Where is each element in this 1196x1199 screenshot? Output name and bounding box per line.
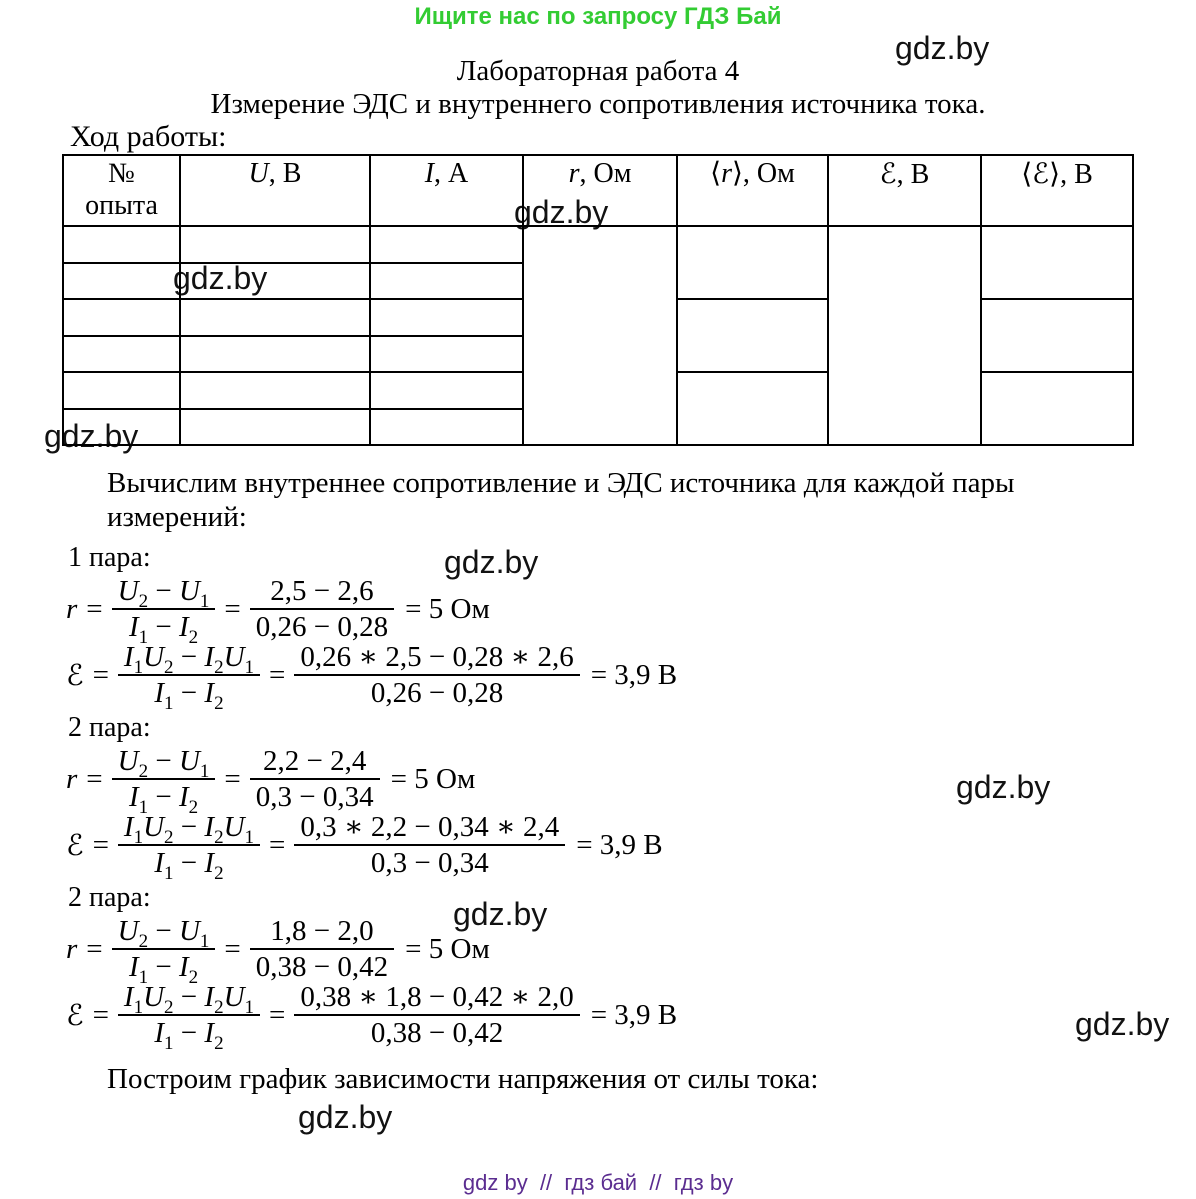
- fraction-denominator: 0,26 − 0,28: [370, 677, 504, 709]
- equals-sign: =: [92, 828, 109, 861]
- equals-sign: =: [224, 932, 241, 965]
- fraction-numerator: $U_2 - U_1$: [112, 746, 216, 780]
- pair-section: [66, 882, 678, 1054]
- fraction: [294, 812, 565, 878]
- formula-lhs: r: [66, 592, 78, 625]
- fraction-denominator: 0,38 − 0,42: [370, 1017, 504, 1049]
- table-cell-empty: [370, 409, 523, 446]
- table-cell-empty: [523, 226, 677, 445]
- pair-section: [66, 542, 678, 714]
- equals-sign: =: [269, 658, 286, 691]
- measurements-table: [62, 154, 1134, 446]
- table-cell-empty: [63, 372, 180, 409]
- col-header-experiment-no: № опыта: [63, 155, 180, 226]
- gdz-watermark: gdz.by: [298, 1099, 393, 1135]
- formula-row: [66, 641, 678, 714]
- fraction: [294, 982, 579, 1048]
- table-cell-empty: [63, 299, 180, 336]
- intro-line: Вычислим внутреннее сопротивление и ЭДС источника для каждой пары: [107, 467, 1015, 499]
- table-cell-empty: [981, 299, 1133, 372]
- intro-line: измерений:: [107, 501, 247, 533]
- table-cell-empty: [63, 336, 180, 373]
- fraction-denominator: $I_1 - I_2$: [128, 951, 199, 988]
- table-cell-empty: [981, 372, 1133, 445]
- gdz-watermark: gdz.by: [956, 769, 1051, 805]
- fraction-numerator: 2,5 − 2,6: [250, 576, 394, 610]
- formula-result: = 5 Ом: [405, 932, 490, 965]
- pair-section: [66, 712, 677, 884]
- table-cell-empty: [63, 226, 180, 263]
- equals-sign: =: [224, 762, 241, 795]
- fraction-numerator: $I_1U_2 - I_2U_1$: [118, 812, 260, 846]
- pair-label: 2 пара:: [68, 882, 151, 913]
- formula-lhs: ℰ: [66, 997, 84, 1032]
- fraction-denominator: $I_1 - I_2$: [128, 611, 199, 648]
- table-cell-empty: [180, 226, 370, 263]
- calculation-pairs: [66, 537, 678, 1054]
- graph-intro-line: Построим график зависимости напряжения от силы тока:: [107, 1063, 819, 1095]
- fraction-denominator: 0,3 − 0,34: [370, 847, 489, 879]
- fraction-numerator: 0,38 ∗ 1,8 − 0,42 ∗ 2,0: [294, 982, 579, 1016]
- col-header-voltage: U, В: [180, 155, 370, 226]
- table-cell-empty: [981, 226, 1133, 299]
- pair-label: 1 пара:: [68, 542, 151, 573]
- fraction-numerator: 0,26 ∗ 2,5 − 0,28 ∗ 2,6: [294, 642, 579, 676]
- table-cell-empty: [63, 263, 180, 300]
- table-cell-empty: [180, 409, 370, 446]
- fraction: [294, 642, 579, 708]
- fraction-numerator: $U_2 - U_1$: [112, 576, 216, 610]
- fraction: [250, 576, 394, 642]
- table-cell-empty: [370, 263, 523, 300]
- table-cell-empty: [677, 226, 828, 299]
- gdz-watermark: gdz.by: [453, 896, 548, 932]
- gdz-watermark: gdz.by: [1075, 1006, 1170, 1042]
- formula-lhs: r: [66, 932, 78, 965]
- seo-banner-text: Ищите нас по запросу ГДЗ Бай: [414, 3, 782, 30]
- gdz-watermark: gdz.by: [173, 260, 268, 296]
- table-cell-empty: [677, 299, 828, 372]
- formula-result: = 5 Ом: [405, 592, 490, 625]
- fraction-numerator: 0,3 ∗ 2,2 − 0,34 ∗ 2,4: [294, 812, 565, 846]
- col-header-r: r, Ом: [523, 155, 677, 226]
- table-cell-empty: [180, 263, 370, 300]
- fraction-denominator: $I_1 - I_2$: [154, 677, 224, 714]
- gdz-watermark: gdz.by: [444, 544, 539, 580]
- col-header-emf: ℰ, В: [828, 155, 981, 226]
- fraction-denominator: 0,26 − 0,28: [255, 611, 389, 643]
- table-row: [63, 226, 1133, 263]
- formula-result: = 5 Ом: [390, 762, 476, 795]
- table-cell-empty: [180, 299, 370, 336]
- formula-row: [66, 981, 678, 1054]
- formula-row: [66, 745, 677, 818]
- gdz-watermark: gdz.by: [44, 418, 139, 454]
- pair-label: 2 пара:: [68, 712, 151, 743]
- equals-sign: =: [269, 828, 286, 861]
- fraction-denominator: 0,3 − 0,34: [255, 781, 374, 813]
- col-header-r-avg: ⟨r⟩, Ом: [677, 155, 828, 226]
- formula-row: [66, 811, 677, 884]
- fraction-numerator: 2,2 − 2,4: [250, 746, 380, 780]
- formula-result: = 3,9 В: [590, 998, 678, 1031]
- table-cell-empty: [370, 336, 523, 373]
- page-title: Лабораторная работа 4: [456, 55, 740, 87]
- fraction: [118, 811, 260, 884]
- equals-sign: =: [269, 998, 286, 1031]
- table-cell-empty: [180, 336, 370, 373]
- equals-sign: =: [92, 658, 109, 691]
- formula-lhs: r: [66, 762, 78, 795]
- fraction-numerator: $U_2 - U_1$: [112, 916, 216, 950]
- gdz-watermark: gdz.by: [514, 194, 609, 230]
- fraction-numerator: 1,8 − 2,0: [250, 916, 394, 950]
- formula-lhs: ℰ: [66, 657, 84, 692]
- fraction: [250, 916, 394, 982]
- table-cell-empty: [370, 372, 523, 409]
- fraction: [118, 641, 260, 714]
- fraction: [112, 915, 216, 988]
- work-progress-label: Ход работы:: [70, 120, 227, 153]
- equals-sign: =: [92, 998, 109, 1031]
- fraction-numerator: $I_1U_2 - I_2U_1$: [118, 642, 260, 676]
- gdz-watermark: gdz.by: [895, 30, 990, 66]
- equals-sign: =: [86, 762, 103, 795]
- fraction-denominator: 0,38 − 0,42: [255, 951, 389, 983]
- fraction-denominator: $I_1 - I_2$: [154, 847, 224, 884]
- equals-sign: =: [86, 932, 103, 965]
- col-header-current: I, А: [370, 155, 523, 226]
- fraction-numerator: $I_1U_2 - I_2U_1$: [118, 982, 260, 1016]
- table-header-row: [63, 155, 1133, 226]
- formula-lhs: ℰ: [66, 827, 84, 862]
- table-cell-empty: [63, 409, 180, 446]
- formula-row: [66, 575, 677, 648]
- table-cell-empty: [180, 372, 370, 409]
- formula-row: [66, 915, 677, 988]
- table-cell-empty: [677, 372, 828, 445]
- page-subtitle: Измерение ЭДС и внутреннего сопротивления источника тока.: [210, 88, 986, 120]
- intro-paragraph: [107, 466, 1015, 534]
- equals-sign: =: [86, 592, 103, 625]
- fraction: [112, 575, 216, 648]
- fraction: [118, 981, 260, 1054]
- formula-result: = 3,9 В: [590, 658, 678, 691]
- equals-sign: =: [224, 592, 241, 625]
- fraction-denominator: $I_1 - I_2$: [154, 1017, 224, 1054]
- col-header-emf-avg: ⟨ℰ⟩, В: [981, 155, 1133, 226]
- table-cell-empty: [828, 226, 981, 445]
- fraction-denominator: $I_1 - I_2$: [128, 781, 199, 818]
- fraction: [112, 745, 216, 818]
- formula-result: = 3,9 В: [576, 828, 663, 861]
- table-cell-empty: [370, 299, 523, 336]
- fraction: [250, 746, 380, 812]
- footer-links-text: gdz by // гдз бай // гдз by: [462, 1170, 734, 1195]
- table-cell-empty: [370, 226, 523, 263]
